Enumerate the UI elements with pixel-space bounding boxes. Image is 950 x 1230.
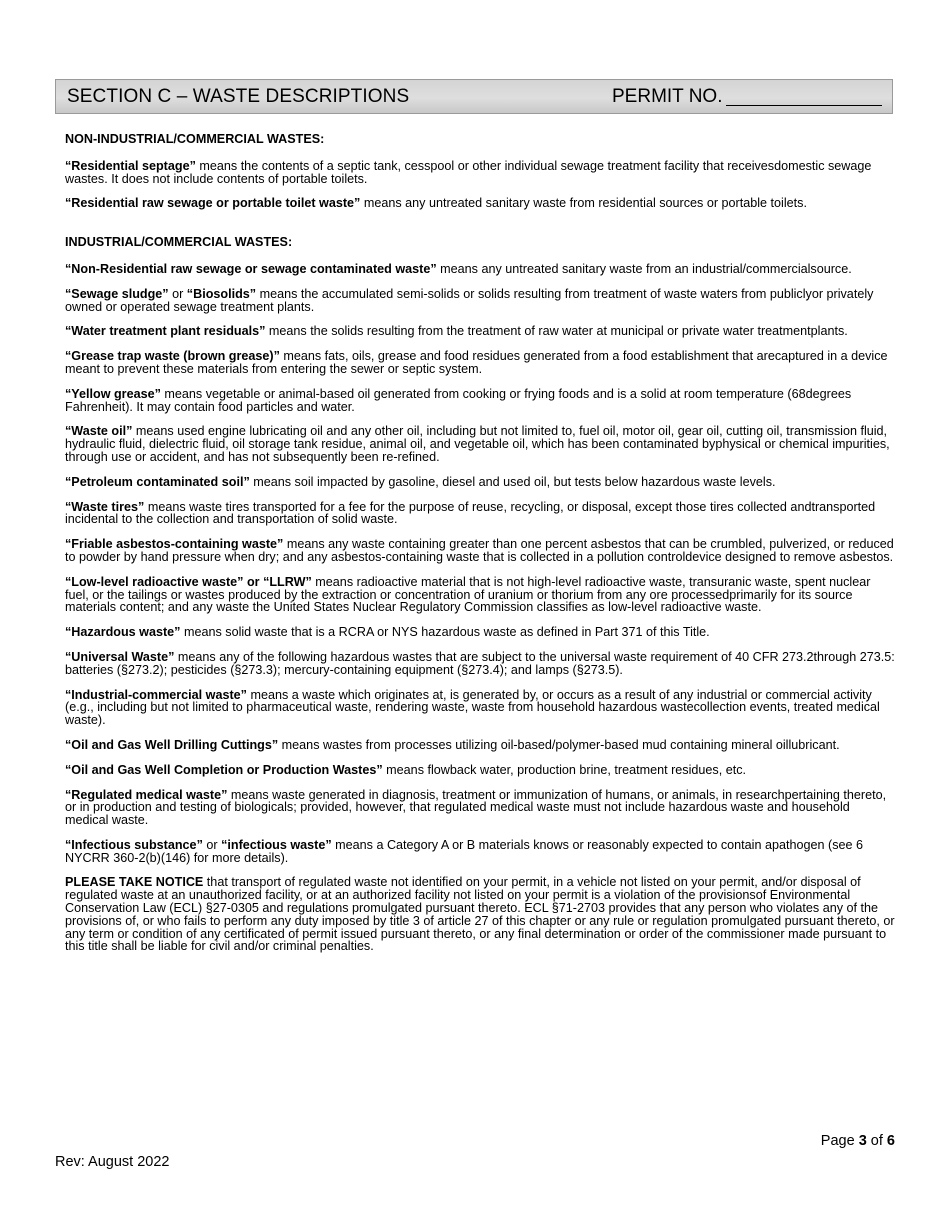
definition-text: means a waste which originates at, is generated by, or occurs as a result of any industrial or commercial activity (e.g., including but not limited to pharmaceutical waste, rendering waste, waste from household hazardous wastecollection events, treated medical waste).	[65, 687, 880, 728]
definition-waste-tires	[65, 501, 895, 527]
definition-text: means the solids resulting from the treatment of raw water at municipal or private water treatmentplants.	[265, 324, 848, 339]
revision-date: Rev: August 2022	[55, 1154, 170, 1170]
definition-residential-raw-sewage	[65, 197, 895, 210]
definition-regulated-medical-waste	[65, 789, 895, 827]
definition-text: means waste generated in diagnosis, treatment or immunization of humans, or animals, in researchpertaining thereto, or in production and testing of biologicals; provided, however, that regulated medical waste must not include hazardous waste and household medical waste.	[65, 787, 887, 828]
definition-petroleum-soil	[65, 476, 895, 489]
definition-term: “Petroleum contaminated soil”	[65, 474, 250, 489]
definition-text: means radioactive material that is not high-level radioactive waste, transuranic waste, spent nuclear fuel, or the tailings or wastes produced by the extraction or concentration of uranium or thorium from any ore processedprimarily for its source materials content; and any waste the United States Nuclear Regulatory Commission classifies as low-level radioactive waste.	[65, 574, 871, 615]
definition-term: “Non-Residential raw sewage or sewage contaminated waste”	[65, 261, 437, 276]
section-heading-industrial: INDUSTRIAL/COMMERCIAL WASTES:	[65, 235, 293, 250]
definition-text: means solid waste that is a RCRA or NYS hazardous waste as defined in Part 371 of this Title.	[180, 625, 710, 640]
section-heading-non-industrial: NON-INDUSTRIAL/COMMERCIAL WASTES:	[65, 132, 325, 146]
definition-text: means fats, oils, grease and food residues generated from a food establishment that arecaptured in a device meant to prevent these materials from entering the sewer or septic system.	[65, 349, 888, 376]
definition-term: “Friable asbestos-containing waste”	[65, 537, 284, 552]
notice-paragraph	[65, 876, 895, 953]
definition-term: “Yellow grease”	[65, 386, 161, 401]
definition-term-alt: “infectious waste”	[221, 837, 332, 852]
definition-term: “Residential raw sewage or portable toilet waste”	[65, 196, 361, 211]
definition-hazardous-waste	[65, 626, 895, 639]
definition-term-alt: “Biosolids”	[186, 286, 257, 301]
page-of: of	[870, 1133, 883, 1149]
definition-text: means vegetable or animal-based oil generated from cooking or frying foods and is a solid at room temperature (68degrees Fahrenheit). It may contain food particles and water.	[65, 386, 852, 414]
page-current: 3	[858, 1133, 867, 1149]
page-word: Page	[820, 1133, 855, 1149]
definition-connector: or	[168, 286, 187, 301]
definition-residential-septage	[65, 160, 895, 186]
definition-term: “Hazardous waste”	[65, 625, 181, 640]
definition-infectious-substance	[65, 839, 895, 865]
waste-descriptions	[65, 133, 895, 953]
definition-term: “Oil and Gas Well Drilling Cuttings”	[65, 737, 279, 752]
definition-friable-asbestos	[65, 538, 895, 564]
definition-waste-oil	[65, 425, 895, 463]
notice-text: that transport of regulated waste not identified on your permit, in a vehicle not listed on your permit, and/or disposal of regulated waste at an unauthorized facility, or at an authorized facility not listed on your permit is a violation of the provisionsof Environmental Conservation Law (ECL) §27-0305 and regulations promulgated pursuant thereto. ECL §71-2703 provides that any person who violates any of the provisions of, or who fails to perform any duty imposed by title 3 of article 27 of this chapter or any rule or regulation promulgated pursuant thereto, or any term or condition of any certificated of permit issued pursuant thereto, or any final determination or order of the commissioner made pursuant to this title shall be liable for civil and/or criminal penalties.	[65, 875, 895, 954]
definition-text: means waste tires transported for a fee for the purpose of reuse, recycling, or disposal, except those tires collected andtransported incidental to the collection and transportation of solid waste.	[65, 499, 876, 527]
definition-term: “Waste oil”	[65, 424, 133, 439]
definition-text: means any untreated sanitary waste from residential sources or portable toilets.	[360, 196, 807, 211]
definition-term: “Infectious substance”	[65, 837, 203, 852]
definition-term: “Industrial-commercial waste”	[65, 687, 247, 702]
definition-term: “Universal Waste”	[65, 649, 175, 664]
definition-text: means used engine lubricating oil and any other oil, including but not limited to, fuel oil, motor oil, gear oil, cutting oil, transmission fluid, hydraulic fluid, dielectric fluid, oil storage tank residue, animal oil, and vegetable oil, which has been contaminated byphysical or chemical impurities, through use or accident, and has not subsequently been re-refined.	[65, 424, 890, 464]
definition-text: means a Category A or B materials knows or reasonably expected to contain apathogen (see 6 NYCRR 360-2(b)(146) for more details).	[65, 837, 864, 865]
section-header	[55, 79, 893, 114]
definition-drilling-cuttings	[65, 739, 895, 752]
definition-universal-waste	[65, 651, 895, 677]
definition-well-completion-wastes	[65, 764, 895, 777]
definition-connector: or	[202, 837, 222, 852]
definition-text: means any untreated sanitary waste from an industrial/commercialsource.	[436, 261, 852, 276]
definition-term: “Water treatment plant residuals”	[65, 324, 266, 339]
definition-term: “Sewage sludge”	[65, 286, 169, 301]
page-number	[821, 1133, 895, 1149]
definition-industrial-commercial	[65, 689, 895, 727]
definition-water-treatment-residuals	[65, 325, 895, 338]
definition-grease-trap-waste	[65, 350, 895, 376]
definition-text: means wastes from processes utilizing oil-based/polymer-based mud containing mineral oillubricant.	[278, 737, 840, 752]
definition-text: means the accumulated semi-solids or solids resulting from treatment of waste waters from publiclyor privately owned or operated sewage treatment plants.	[65, 286, 874, 314]
definition-llrw	[65, 576, 895, 614]
section-title: SECTION C – WASTE DESCRIPTIONS	[67, 86, 410, 107]
definition-text: means any waste containing greater than one percent asbestos that can be crumbled, pulverized, or reduced to powder by hand pressure when dry; and any asbestos-containing waste that is collected in a pollution controldevice designed to remove asbestos.	[65, 537, 894, 564]
definition-term: “Low-level radioactive waste” or “LLRW”	[65, 574, 312, 589]
definition-term: “Residential septage”	[65, 158, 196, 173]
definition-text: means any of the following hazardous wastes that are subject to the universal waste requirement of 40 CFR 273.2through 273.5: batteries (§273.2); pesticides (§273.3); mercury-containing equipment (§273.4); and lamps (§273.5).	[65, 649, 895, 677]
definition-yellow-grease	[65, 388, 895, 414]
definition-text: means soil impacted by gasoline, diesel and used oil, but tests below hazardous waste levels.	[249, 474, 776, 489]
definition-term: “Grease trap waste (brown grease)”	[65, 349, 280, 364]
permit-label: PERMIT NO.	[612, 86, 723, 107]
notice-term: PLEASE TAKE NOTICE	[65, 875, 204, 890]
page-total: 6	[886, 1133, 895, 1149]
permit-number-blank[interactable]	[726, 105, 882, 106]
definition-term: “Oil and Gas Well Completion or Production Wastes”	[65, 762, 383, 777]
definition-text: means flowback water, production brine, treatment residues, etc.	[382, 762, 746, 777]
definition-non-residential-sewage	[65, 263, 895, 276]
definition-text: means the contents of a septic tank, cesspool or other individual sewage treatment facility that receivesdomestic sewage wastes. It does not include contents of portable toilets.	[65, 158, 872, 186]
definition-term: “Waste tires”	[65, 499, 145, 514]
definition-sewage-sludge	[65, 288, 895, 314]
definition-term: “Regulated medical waste”	[65, 787, 228, 802]
